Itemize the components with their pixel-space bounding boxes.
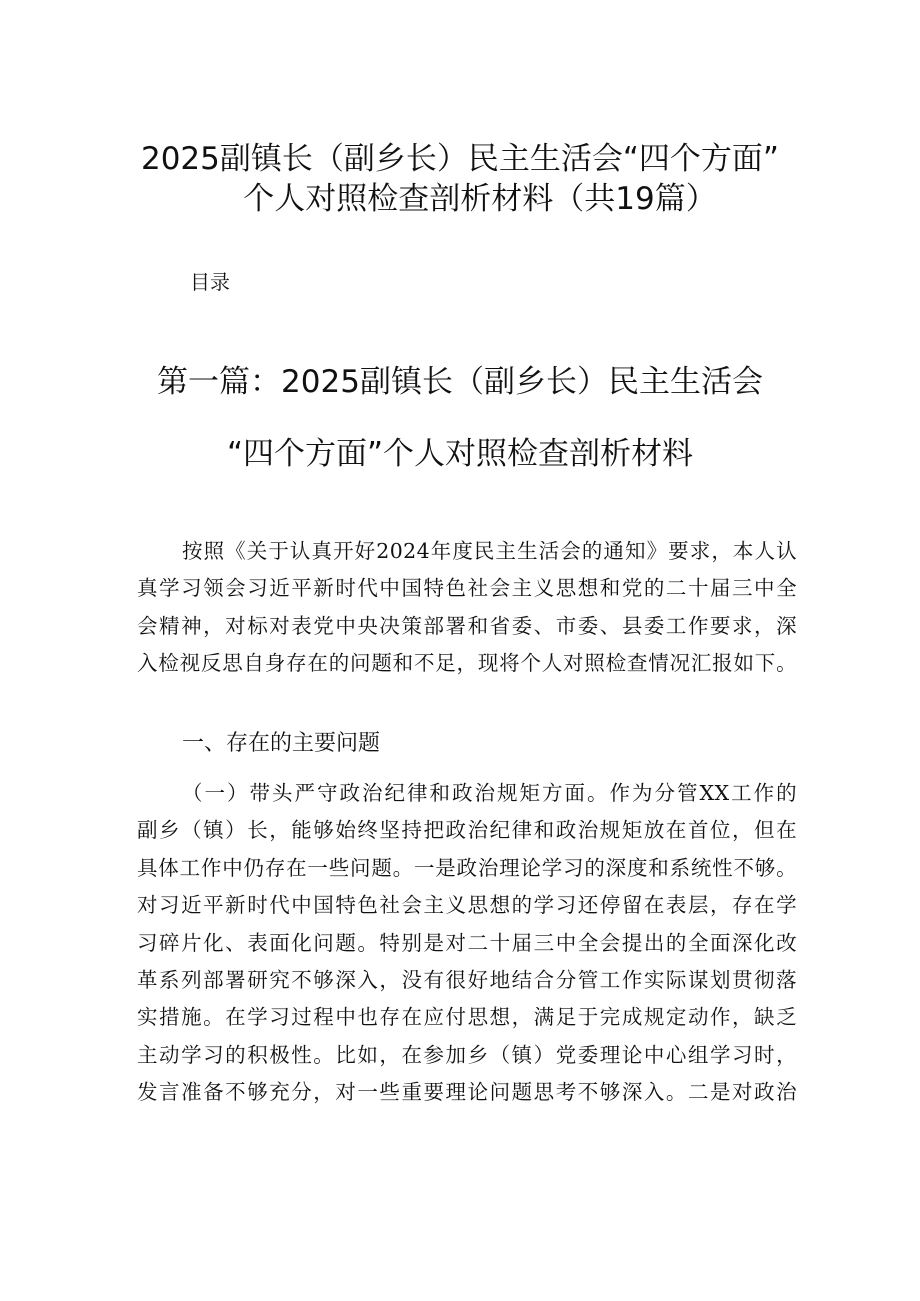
paragraph-line: 革系列部署研究不够深入，没有很好地结合分管工作实际谋划贯彻落 [137,968,797,993]
article-title-line-1: 第一篇：2025副镇长（副乡长）民主生活会 [157,364,763,400]
paragraph-line: （一）带头严守政治纪律和政治规矩方面。作为分管XX工作的 [182,781,797,805]
paragraph-line: 副乡（镇）长，能够始终坚持把政治纪律和政治规矩放在首位，但在 [137,818,797,843]
document-title-line-2: 个人对照检查剖析材料（共19篇） [243,181,717,217]
paragraph-line: 会精神，对标对表党中央决策部署和省委、市委、县委工作要求，深 [137,613,797,638]
article-title-line-2: “四个方面”个人对照检查剖析材料 [226,436,694,472]
paragraph-line: 实措施。在学习过程中也存在应付思想，满足于完成规定动作，缺乏 [137,1005,797,1030]
paragraph-line: 对习近平新时代中国特色社会主义思想的学习还停留在表层，存在学 [137,893,797,918]
paragraph-line: 入检视反思自身存在的问题和不足，现将个人对照检查情况汇报如下。 [137,651,797,676]
document-title [100,139,820,219]
paragraph-line: 发言准备不够充分，对一些重要理论问题思考不够深入。二是对政治 [137,1080,797,1105]
paragraph-line: 主动学习的积极性。比如，在参加乡（镇）党委理论中心组学习时， [137,1042,797,1067]
document-title-line-1: 2025副镇长（副乡长）民主生活会“四个方面” [140,141,779,177]
section-heading: 一、存在的主要问题 [182,731,381,756]
paragraph-line: 按照《关于认真开好2024年度民主生活会的通知》要求，本人认 [182,539,797,563]
body-paragraph [137,775,797,1112]
intro-paragraph [137,533,797,683]
paragraph-line: 具体工作中仍存在一些问题。一是政治理论学习的深度和系统性不够。 [137,855,797,880]
paragraph-line: 真学习领会习近平新时代中国特色社会主义思想和党的二十届三中全 [137,576,797,601]
paragraph-line: 习碎片化、表面化问题。特别是对二十届三中全会提出的全面深化改 [137,930,797,955]
toc-label: 目录 [190,270,230,294]
